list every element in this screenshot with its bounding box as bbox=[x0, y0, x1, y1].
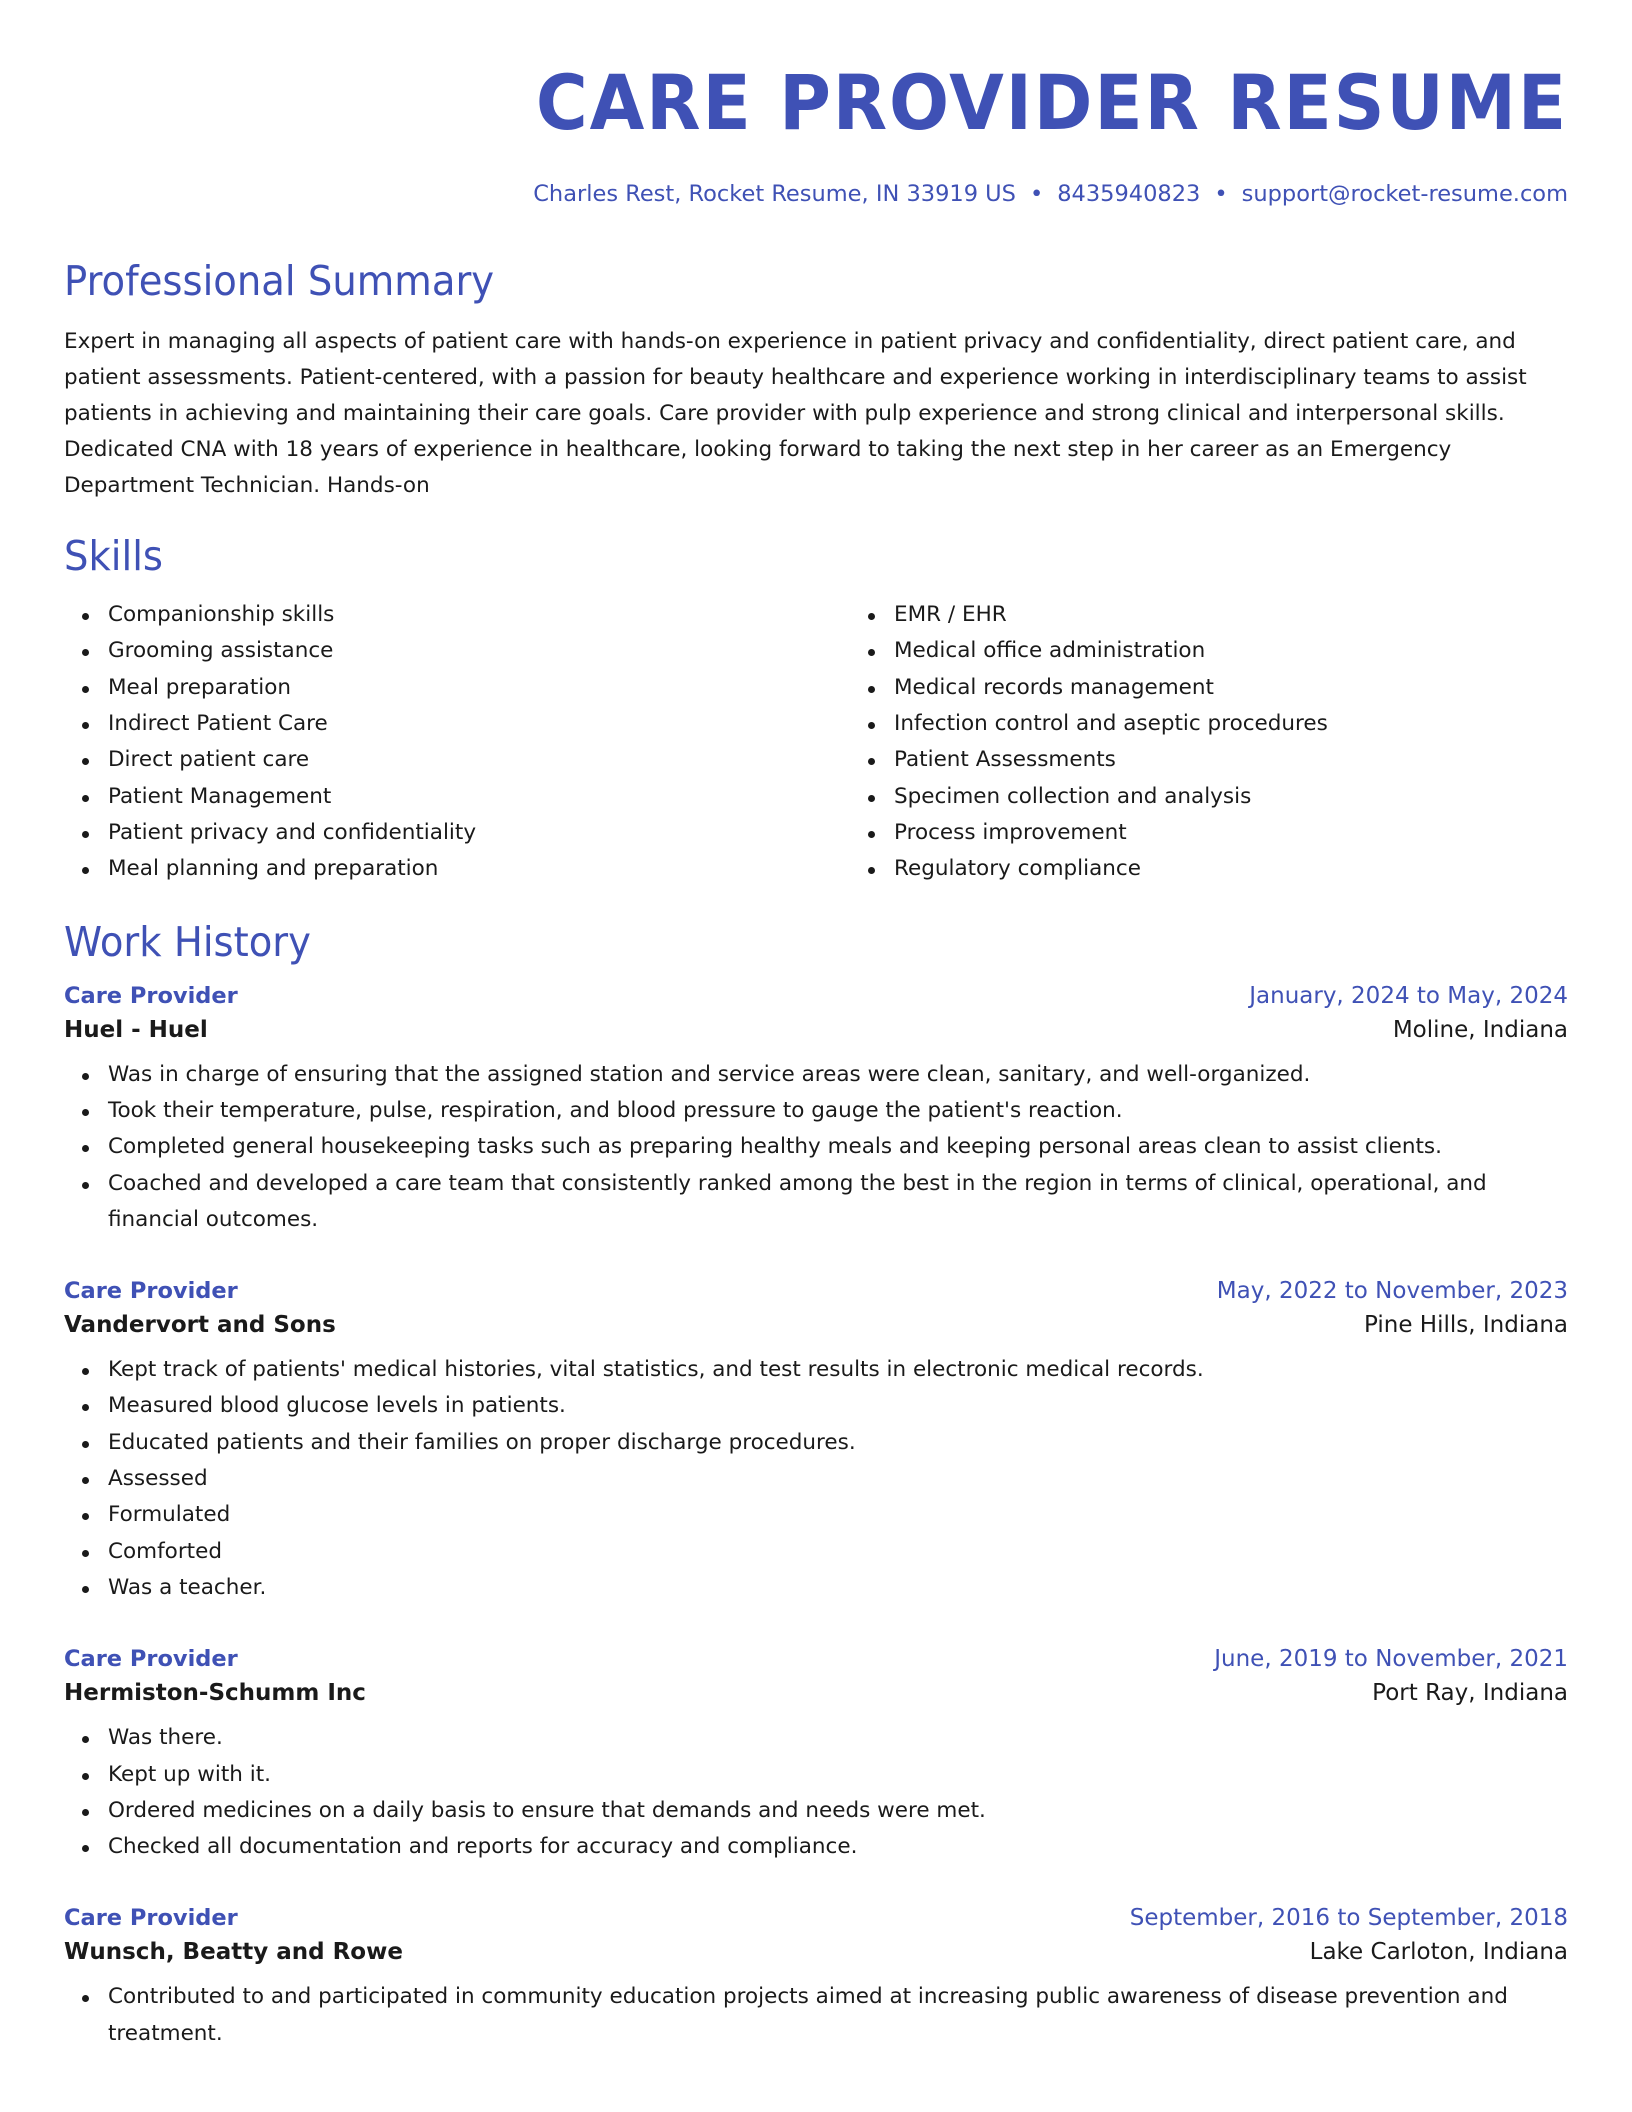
job-bullet: Comforted bbox=[108, 1534, 1568, 1570]
job-bullet: Was in charge of ensuring that the assigned station and service areas were clean, sanitary, and well-organized. bbox=[108, 1057, 1568, 1093]
contact-email[interactable]: support@rocket-resume.com bbox=[1241, 181, 1568, 207]
job-bullet: Formulated bbox=[108, 1497, 1568, 1533]
job-location: Pine Hills, Indiana bbox=[1364, 1312, 1568, 1339]
job-entry bbox=[64, 1646, 1568, 1865]
job-location: Port Ray, Indiana bbox=[1372, 1680, 1568, 1707]
skill-item: Meal planning and preparation bbox=[108, 851, 850, 887]
skill-item: Medical office administration bbox=[894, 633, 1568, 669]
job-location: Lake Carloton, Indiana bbox=[1309, 1939, 1568, 1966]
job-location: Moline, Indiana bbox=[1392, 1016, 1568, 1043]
job-dates: May, 2022 to November, 2023 bbox=[1216, 1278, 1568, 1305]
skills-list-left bbox=[64, 597, 850, 887]
job-company: Wunsch, Beatty and Rowe bbox=[64, 1939, 403, 1966]
job-dates: January, 2024 to May, 2024 bbox=[1249, 982, 1568, 1009]
job-bullet: Kept track of patients' medical histories, vital statistics, and test results in electronic medical records. bbox=[108, 1352, 1568, 1388]
skill-item: Infection control and aseptic procedures bbox=[894, 706, 1568, 742]
job-bullet: Kept up with it. bbox=[108, 1757, 1568, 1793]
resume-title: CARE PROVIDER RESUME bbox=[535, 58, 1568, 147]
job-dates: June, 2019 to November, 2021 bbox=[1214, 1646, 1568, 1673]
job-bullets bbox=[64, 1057, 1568, 1238]
job-bullets bbox=[64, 1979, 1568, 2052]
job-company: Huel - Huel bbox=[64, 1016, 208, 1043]
section-title-skills: Skills bbox=[64, 532, 163, 581]
skill-item: Process improvement bbox=[894, 815, 1568, 851]
job-company: Vandervort and Sons bbox=[64, 1312, 336, 1339]
job-bullet: Coached and developed a care team that consistently ranked among the best in the region in terms of clinical, operational, and financial outcomes. bbox=[108, 1166, 1568, 1239]
section-title-work-history: Work History bbox=[64, 917, 311, 966]
job-bullet: Contributed to and participated in community education projects aimed at increasing public awareness of disease prevention and treatment. bbox=[108, 1979, 1568, 2052]
skill-item: Grooming assistance bbox=[108, 633, 850, 669]
contact-separator: • bbox=[1214, 181, 1228, 207]
job-title: Care Provider bbox=[64, 1278, 238, 1305]
job-entry bbox=[64, 1278, 1568, 1606]
skills-list-right bbox=[850, 597, 1568, 887]
job-bullet: Ordered medicines on a daily basis to ensure that demands and needs were met. bbox=[108, 1793, 1568, 1829]
job-bullet: Checked all documentation and reports for accuracy and compliance. bbox=[108, 1829, 1568, 1865]
job-entry bbox=[64, 1905, 1568, 2052]
summary-text: Expert in managing all aspects of patient care with hands-on experience in patient privacy and confidentiality, direct patient care, and patient assessments. Patient-centered, with a passion for beauty healthcare and experience working in interdisciplinary teams to assist patients in achieving and maintaining their care goals. Care provider with pulp experience and strong clinical and interpersonal skills. Dedicated CNA with 18 years of experience in healthcare, looking forward to taking the next step in her career as an Emergency Department Technician. Hands-on bbox=[64, 329, 1527, 499]
job-bullet: Educated patients and their families on proper discharge procedures. bbox=[108, 1425, 1568, 1461]
skills-columns bbox=[64, 597, 1568, 887]
skill-item: Patient privacy and confidentiality bbox=[108, 815, 850, 851]
job-bullet: Took their temperature, pulse, respiration, and blood pressure to gauge the patient's reaction. bbox=[108, 1093, 1568, 1129]
job-bullet: Measured blood glucose levels in patients. bbox=[108, 1388, 1568, 1424]
skill-item: Direct patient care bbox=[108, 742, 850, 778]
job-title: Care Provider bbox=[64, 1646, 238, 1673]
job-dates: September, 2016 to September, 2018 bbox=[1129, 1905, 1568, 1932]
job-bullet: Was there. bbox=[108, 1720, 1568, 1756]
skill-item: Indirect Patient Care bbox=[108, 706, 850, 742]
job-title: Care Provider bbox=[64, 1905, 238, 1932]
skill-item: Regulatory compliance bbox=[894, 851, 1568, 887]
section-title-summary: Professional Summary bbox=[64, 257, 495, 305]
job-company: Hermiston-Schumm Inc bbox=[64, 1680, 366, 1707]
skill-item: Companionship skills bbox=[108, 597, 850, 633]
job-title: Care Provider bbox=[64, 982, 238, 1009]
contact-separator: • bbox=[1029, 181, 1044, 207]
skill-item: Medical records management bbox=[894, 670, 1568, 706]
job-bullet: Assessed bbox=[108, 1461, 1568, 1497]
job-bullets bbox=[64, 1720, 1568, 1865]
contact-line bbox=[64, 181, 1568, 207]
contact-address: Charles Rest, Rocket Resume, IN 33919 US bbox=[533, 181, 1016, 207]
job-bullet: Was a teacher. bbox=[108, 1570, 1568, 1606]
skill-item: Meal preparation bbox=[108, 670, 850, 706]
contact-phone: 8435940823 bbox=[1057, 181, 1201, 207]
skill-item: EMR / EHR bbox=[894, 597, 1568, 633]
job-bullets bbox=[64, 1352, 1568, 1606]
skill-item: Patient Management bbox=[108, 779, 850, 815]
skill-item: Patient Assessments bbox=[894, 742, 1568, 778]
job-bullet: Completed general housekeeping tasks such as preparing healthy meals and keeping personal areas clean to assist clients. bbox=[108, 1129, 1568, 1165]
skill-item: Specimen collection and analysis bbox=[894, 779, 1568, 815]
job-entry bbox=[64, 983, 1568, 1238]
